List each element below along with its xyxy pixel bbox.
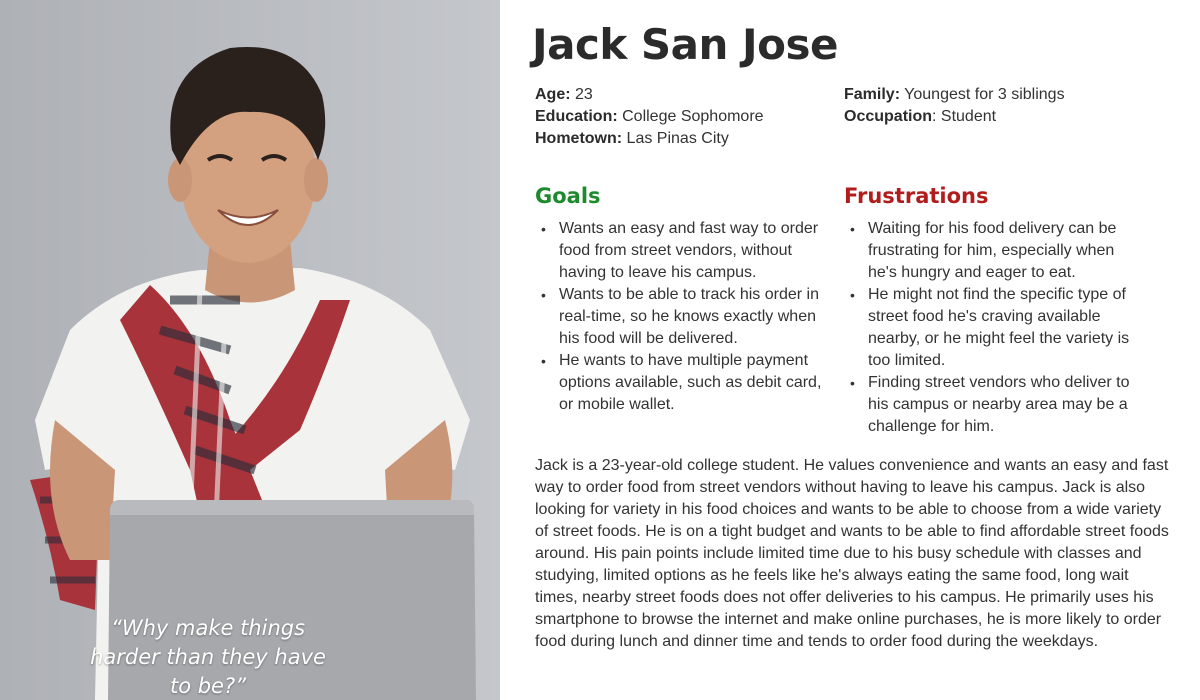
persona-details (500, 0, 1200, 700)
fact-label: Hometown: (535, 130, 623, 147)
persona-photo (0, 0, 500, 700)
frustration-item: • He might not find the specific type of street food he's craving available nearby, or he might feel the variety is too limited. (844, 284, 1144, 372)
frustrations-list (844, 218, 1144, 438)
goals-list (535, 218, 835, 416)
fact-label: Age: (535, 86, 571, 103)
fact-label: Occupation (844, 108, 933, 125)
persona-bio: Jack is a 23-year-old college student. He values convenience and wants an easy and fast way to order food from street vendors without having to leave his campus. Jack is also looking for variety in his food choices and wants to be able to choose from a wide variety of street foods. He is on a tight budget and wants to be able to find affordable street foods around. His pain points include limited time due to his busy schedule with classes and studying, limited options as he feels like he's always eating the same food, long wait times, nearby street foods does not offer deliveries to his campus. He primarily uses his smartphone to browse the internet and make online purchases, he is more likely to order food during lunch and dinner time and tends to order food during the weekdays. (535, 457, 1169, 650)
fact-hometown (535, 128, 764, 150)
fact-value: 23 (570, 86, 593, 103)
goal-item: • He wants to have multiple payment options available, such as debit card, or mobile wallet. (535, 350, 835, 416)
frustration-item: • Finding street vendors who deliver to his campus or nearby area may be a challenge for him. (844, 372, 1144, 438)
frustrations-heading: Frustrations (844, 184, 989, 208)
facts-right (844, 84, 1065, 128)
persona-name: Jack San Jose (532, 20, 838, 69)
fact-age (535, 84, 764, 106)
facts-left (535, 84, 764, 150)
fact-value: : Student (932, 108, 997, 125)
fact-value: Las Pinas City (622, 130, 729, 147)
portrait-illustration (0, 0, 500, 700)
fact-occupation (844, 106, 1065, 128)
fact-value: College Sophomore (617, 108, 764, 125)
goals-heading: Goals (535, 184, 601, 208)
goal-item: • Wants an easy and fast way to order food from street vendors, without having to leave his campus. (535, 218, 835, 284)
fact-education (535, 106, 764, 128)
goal-item: • Wants to be able to track his order in real-time, so he knows exactly when his food will be delivered. (535, 284, 835, 350)
frustration-item: • Waiting for his food delivery can be frustrating for him, especially when he's hungry and eager to eat. (844, 218, 1144, 284)
persona-quote: “Why make things harder than they have to be?” (90, 616, 326, 698)
fact-label: Education: (535, 108, 618, 125)
fact-label: Family: (844, 86, 901, 103)
fact-value: Youngest for 3 siblings (900, 86, 1065, 103)
fact-family (844, 84, 1065, 106)
